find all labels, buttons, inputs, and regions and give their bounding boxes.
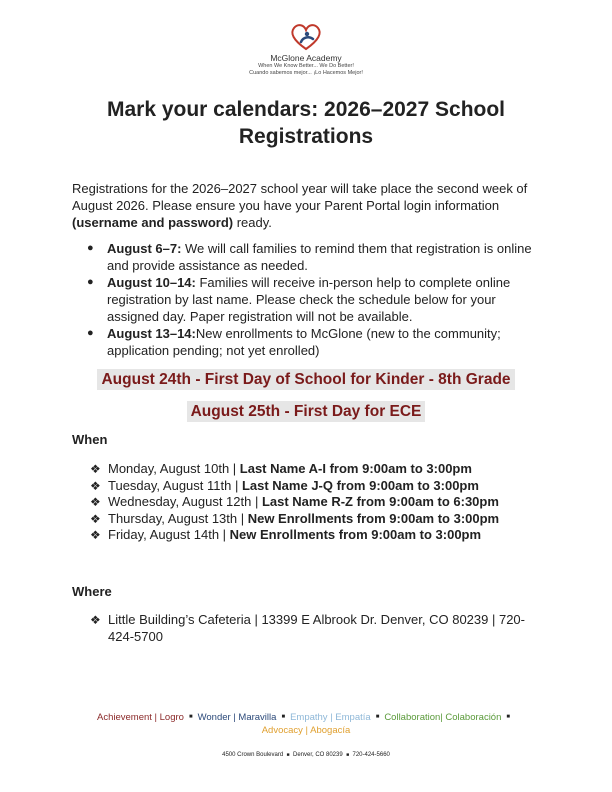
schedule-detail: Last Name R-Z from 9:00am to 6:30pm xyxy=(261,494,499,509)
separator-icon: ■ xyxy=(188,714,193,720)
schedule-day: Monday, August 10th | xyxy=(108,461,240,476)
bullet-icon: ● xyxy=(87,327,94,339)
list-item xyxy=(80,325,550,359)
diamond-bullet-icon: ❖ xyxy=(90,462,101,476)
school-name: McGlone Academy xyxy=(270,53,342,63)
ece-first-day-text: August 25th - First Day for ECE xyxy=(187,401,426,422)
value-collaboration: Collaboration| Colaboración xyxy=(384,712,502,724)
bullet-date: August 10–14: xyxy=(107,275,196,290)
intro-end: ready. xyxy=(233,215,272,230)
separator-icon: ■ xyxy=(281,714,286,720)
bullet-text: We will call families to remind them that registration is online and provide assistance as needed. xyxy=(107,241,532,273)
intro-paragraph xyxy=(72,180,542,231)
heart-logo-icon xyxy=(289,22,323,52)
schedule-detail: Last Name J-Q from 9:00am to 3:00pm xyxy=(241,477,479,493)
tagline-spanish: Cuando sabemos mejor... ¡Lo Hacemos Mejor! xyxy=(249,70,363,76)
list-item xyxy=(80,240,550,274)
value-empathy: Empathy | Empatía xyxy=(290,712,371,724)
diamond-bullet-icon: ❖ xyxy=(90,613,101,627)
bullet-text: New enrollments to McGlone (new to the community; application pending; not yet enrolled) xyxy=(107,326,501,358)
value-advocacy: Advocacy | Abogacía xyxy=(261,725,351,737)
school-logo xyxy=(0,22,612,77)
list-item xyxy=(90,612,550,645)
separator-icon: ■ xyxy=(375,714,380,720)
first-day-banner xyxy=(0,369,612,390)
list-item xyxy=(80,274,550,325)
intro-bold: (username and password) xyxy=(72,215,234,230)
bullet-text: Families will receive in-person help to complete online registration by last name. Please check the schedule below for your assigned day. Paper registration will not be available. xyxy=(107,275,511,324)
schedule-day: Friday, August 14th | xyxy=(108,527,230,542)
schedule-detail: New Enrollments from 9:00am to 3:00pm xyxy=(229,527,482,542)
when-heading: When xyxy=(72,432,108,447)
separator-icon: ■ xyxy=(506,714,511,720)
footer-address xyxy=(0,752,612,758)
where-heading: Where xyxy=(72,584,112,599)
schedule-detail: New Enrollments from 9:00am to 3:00pm xyxy=(247,510,500,526)
schedule-detail: Last Name A-I from 9:00am to 3:00pm xyxy=(239,461,472,476)
bullet-date: August 13–14: xyxy=(107,326,196,341)
location-text: Little Building’s Cafeteria | 13399 E Albrook Dr. Denver, CO 80239 | 720-424-5700 xyxy=(108,612,525,644)
registration-timeline xyxy=(80,240,550,359)
first-day-text: August 24th - First Day of School for Kinder - 8th Grade xyxy=(97,369,514,390)
bullet-icon: ● xyxy=(87,242,94,254)
schedule-list xyxy=(90,461,550,544)
value-achievement: Achievement | Logro xyxy=(96,712,184,724)
intro-text: Registrations for the 2026–2027 school year will take place the second week of August 2026. Please ensure you have your Parent Portal login information xyxy=(72,181,528,213)
footer-phone: 720-424-5660 xyxy=(352,752,390,758)
list-item xyxy=(90,478,550,495)
separator-icon: ■ xyxy=(285,752,291,758)
bullet-date: August 6–7: xyxy=(107,241,182,256)
diamond-bullet-icon: ❖ xyxy=(90,511,101,526)
diamond-bullet-icon: ❖ xyxy=(90,495,101,509)
diamond-bullet-icon: ❖ xyxy=(90,478,101,493)
tagline-english: When We Know Better... We Do Better! xyxy=(258,63,354,69)
page-title: Mark your calendars: 2026–2027 School Registrations xyxy=(106,98,506,148)
list-item xyxy=(90,461,550,478)
list-item xyxy=(90,527,550,544)
footer-street: 4500 Crown Boulevard xyxy=(222,752,284,758)
separator-icon: ■ xyxy=(344,752,351,758)
ece-first-day-banner xyxy=(0,401,612,422)
footer-city: Denver, CO 80239 xyxy=(292,752,343,758)
value-wonder: Wonder | Maravilla xyxy=(197,712,277,724)
bullet-icon: ● xyxy=(87,276,94,288)
schedule-day: Thursday, August 13th | xyxy=(108,510,248,526)
location-list xyxy=(90,612,550,645)
list-item xyxy=(90,494,550,511)
schedule-day: Tuesday, August 11th | xyxy=(108,477,242,493)
list-item xyxy=(90,511,550,528)
core-values xyxy=(60,711,552,737)
schedule-day: Wednesday, August 12th | xyxy=(108,494,262,509)
diamond-bullet-icon: ❖ xyxy=(90,528,101,542)
